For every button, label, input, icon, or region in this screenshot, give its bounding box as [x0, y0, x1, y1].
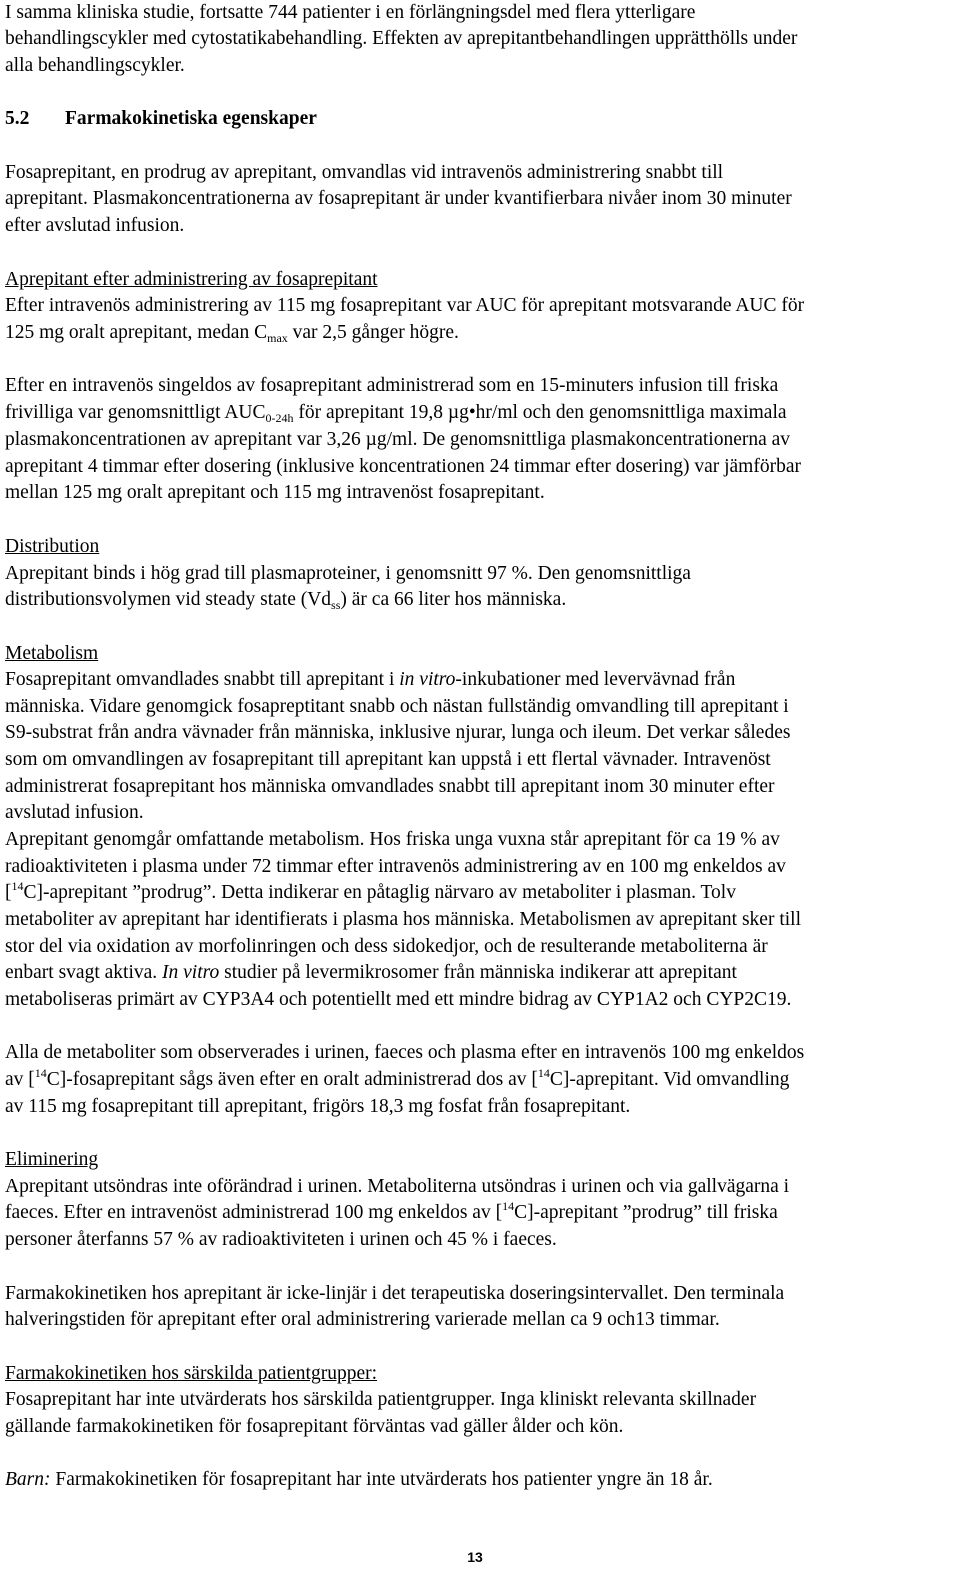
- section-heading: [5, 106, 317, 132]
- paragraph-line: avslutad infusion.: [5, 802, 144, 823]
- paragraph-line: mellan 125 mg oralt aprepitant och 115 mg intravenöst fosaprepitant.: [5, 482, 545, 503]
- paragraph-line: aprepitant 4 timmar efter dosering (inklusive koncentrationen 24 timmar efter dosering) var jämförbar: [5, 456, 801, 477]
- text-span: [: [5, 882, 12, 903]
- paragraph-line: [5, 880, 736, 906]
- subscript: ss: [331, 598, 341, 612]
- paragraph-line: administrerat fosaprepitant hos människa omvandlades snabbt till aprepitant inom 30 minuter efter: [5, 776, 775, 797]
- paragraph-line: Farmakokinetiken hos aprepitant är icke-linjär i det terapeutiska doseringsintervallet. Den terminala: [5, 1283, 785, 1304]
- paragraph-line: som om omvandlingen av fosaprepitant till aprepitant kan uppstå i ett flertal vävnader. Intravenöst: [5, 749, 771, 770]
- paragraph-line: Aprepitant genomgår omfattande metabolism. Hos friska unga vuxna står aprepitant för ca 19 % av: [5, 829, 780, 850]
- italic-text: In vitro: [162, 962, 220, 983]
- paragraph-line: halveringstiden för aprepitant efter oral administrering varierade mellan ca 9 och13 timmar.: [5, 1309, 720, 1330]
- section-title: Farmakokinetiska egenskaper: [65, 108, 317, 129]
- paragraph-line: personer återfanns 57 % av radioaktiviteten i urinen och 45 % i faeces.: [5, 1229, 557, 1250]
- paragraph-line: [5, 667, 735, 693]
- intro-line: behandlingscykler med cytostatikabehandling. Effekten av aprepitantbehandlingen upprätthölls under: [5, 28, 798, 49]
- paragraph-line: Efter intravenös administrering av 115 mg fosaprepitant var AUC för aprepitant motsvarande AUC för: [5, 295, 805, 316]
- text-span: av [: [5, 1069, 35, 1090]
- intro-line: I samma kliniska studie, fortsatte 744 patienter i en förlängningsdel med flera ytterligare: [5, 2, 696, 23]
- paragraph-line: människa. Vidare genomgick fosapreptitant snabb och nästan fullständig omvandling till aprepitant i: [5, 696, 789, 717]
- text-span: enbart svagt aktiva.: [5, 962, 163, 983]
- text-span: Fosaprepitant omvandlades snabbt till aprepitant i: [5, 669, 400, 690]
- paragraph-line: Efter en intravenös singeldos av fosaprepitant administrerad som en 15-minuters infusion till friska: [5, 375, 779, 396]
- paragraph-line: metaboliseras primärt av CYP3A4 och potentiellt med ett mindre bidrag av CYP1A2 och CYP2C19.: [5, 989, 792, 1010]
- text-span: distributionsvolymen vid steady state (Vd: [5, 589, 332, 610]
- paragraph-line: efter avslutad infusion.: [5, 215, 185, 236]
- text-span: C]-aprepitant ”prodrug”. Detta indikerar en påtaglig närvaro av metaboliter i plasman. Tolv: [23, 882, 736, 903]
- text-span: C]-fosaprepitant sågs även efter en oralt administrerad dos av [: [46, 1069, 538, 1090]
- paragraph-line: [5, 400, 787, 426]
- children-label: Barn:: [5, 1469, 51, 1490]
- text-span: -inkubationer med levervävnad från: [455, 669, 736, 690]
- page-number: 13: [467, 1549, 483, 1565]
- paragraph-line: Fosaprepitant har inte utvärderats hos särskilda patientgrupper. Inga kliniskt relevanta skillnader: [5, 1389, 757, 1410]
- intro-line: alla behandlingscykler.: [5, 55, 185, 76]
- paragraph-line-children: [5, 1467, 713, 1493]
- text-span: 125 mg oralt aprepitant, medan C: [5, 322, 268, 343]
- italic-text: in vitro: [399, 669, 456, 690]
- superscript: 14: [34, 1066, 47, 1080]
- text-span: C]-aprepitant ”prodrug” till friska: [514, 1202, 778, 1223]
- paragraph-line: av 115 mg fosaprepitant till aprepitant, frigörs 18,3 mg fosfat från fosaprepitant.: [5, 1096, 631, 1117]
- superscript: 14: [502, 1199, 515, 1213]
- paragraph-line: aprepitant. Plasmakoncentrationerna av fosaprepitant är under kvantifierbara nivåer inom 30 minuter: [5, 188, 792, 209]
- paragraph-line: [5, 587, 566, 613]
- paragraph-line: [5, 320, 459, 346]
- text-span: för aprepitant 19,8 µg•hr/ml och den genomsnittliga maximala: [293, 402, 787, 423]
- paragraph-line: Alla de metaboliter som observerades i urinen, faeces och plasma efter en intravenös 100 mg enkeldos: [5, 1042, 805, 1063]
- paragraph-line: radioaktiviteten i plasma under 72 timmar efter intravenös administrering av en 100 mg enkeldos av: [5, 856, 786, 877]
- paragraph-line: stor del via oxidation av morfolinringen och dess sidokedjor, och de resulterande metaboliterna är: [5, 936, 768, 957]
- subheading-distribution: Distribution: [5, 536, 100, 557]
- text-span: faeces. Efter en intravenöst administrerad 100 mg enkeldos av [: [5, 1202, 503, 1223]
- paragraph-line: Fosaprepitant, en prodrug av aprepitant, omvandlas vid intravenös administrering snabbt till: [5, 162, 724, 183]
- paragraph-line: [5, 960, 737, 986]
- text-span: Farmakokinetiken för fosaprepitant har inte utvärderats hos patienter yngre än 18 år.: [50, 1469, 713, 1490]
- text-span: var 2,5 gånger högre.: [287, 322, 459, 343]
- text-span: studier på levermikrosomer från människa indikerar att aprepitant: [219, 962, 737, 983]
- paragraph-line: [5, 1200, 778, 1226]
- text-span: C]-aprepitant. Vid omvandling: [549, 1069, 790, 1090]
- paragraph-line: Aprepitant binds i hög grad till plasmaproteiner, i genomsnitt 97 %. Den genomsnittliga: [5, 563, 691, 584]
- paragraph-line: plasmakoncentrationen av aprepitant var 3,26 µg/ml. De genomsnittliga plasmakoncentrationerna av: [5, 429, 791, 450]
- subheading-special-groups: Farmakokinetiken hos särskilda patientgrupper:: [5, 1363, 378, 1384]
- section-number: 5.2: [5, 108, 30, 129]
- paragraph-line: Aprepitant utsöndras inte oförändrad i urinen. Metaboliterna utsöndras i urinen och via gallvägarna i: [5, 1176, 790, 1197]
- superscript: 14: [537, 1066, 550, 1080]
- paragraph-line: gällande farmakokinetiken för fosaprepitant förväntas vad gäller ålder och kön.: [5, 1416, 624, 1437]
- superscript: 14: [11, 879, 24, 893]
- subheading-metabolism: Metabolism: [5, 643, 99, 664]
- subscript: 0-24h: [265, 411, 294, 425]
- subheading-aprepitant-after: Aprepitant efter administrering av fosaprepitant: [5, 269, 378, 290]
- subheading-elimination: Eliminering: [5, 1149, 99, 1170]
- text-span: ) är ca 66 liter hos människa.: [340, 589, 567, 610]
- subscript: max: [267, 331, 288, 345]
- text-span: frivilliga var genomsnittligt AUC: [5, 402, 266, 423]
- paragraph-line: S9-substrat från andra vävnader från människa, inklusive njurar, lunga och ileum. Det verkar således: [5, 722, 791, 743]
- paragraph-line: metaboliter av aprepitant har identifierats i plasma hos människa. Metabolismen av aprepitant sker till: [5, 909, 802, 930]
- paragraph-line: [5, 1067, 789, 1093]
